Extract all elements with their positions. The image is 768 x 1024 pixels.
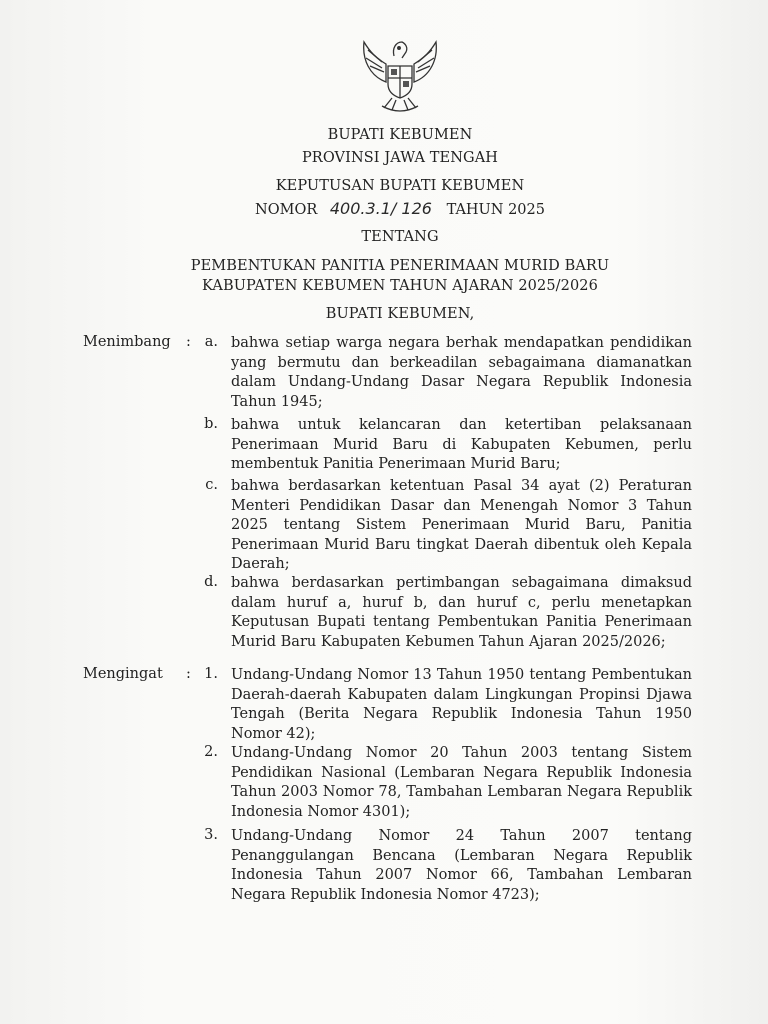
- decree-number: [150, 199, 650, 218]
- menimbang-marker-d: d.: [204, 574, 218, 590]
- subject-line-1: PEMBENTUKAN PANITIA PENERIMAAN MURID BARU: [190, 258, 610, 274]
- menimbang-item-a: bahwa setiap warga negara berhak mendapatkan pendidikan yang bermutu dan berkeadilan sebagaimana diamanatkan dalam Undang-Undang Dasar Negara Republik Indonesia Tahun 1945;: [231, 335, 692, 410]
- issuer-title: BUPATI KEBUMEN: [327, 127, 473, 143]
- menimbang-item-b: bahwa untuk kelancaran dan ketertiban pelaksanaan Penerimaan Murid Baru di Kabupaten Kebumen, perlu membentuk Panitia Penerimaan Murid Baru;: [231, 417, 692, 473]
- menimbang-label: Menimbang: [83, 334, 171, 350]
- mengingat-marker-1: 1.: [204, 666, 218, 682]
- menimbang-item-d: bahwa berdasarkan pertimbangan sebagaimana dimaksud dalam huruf a, huruf b, dan huruf c, perlu menetapkan Keputusan Bupati tentang Pembentukan Panitia Penerimaan Murid Baru Kabupaten Kebumen Tahun Ajaran 2025/2026;: [231, 575, 692, 650]
- subject-line-2: KABUPATEN KEBUMEN TAHUN AJARAN 2025/2026: [202, 278, 598, 294]
- menimbang-marker-c: c.: [205, 477, 218, 493]
- mengingat-item-1: Undang-Undang Nomor 13 Tahun 1950 tentang Pembentukan Daerah-daerah Kabupaten dalam Lingkungan Propinsi Djawa Tengah (Berita Negara Republik Indonesia Tahun 1950 Nomor 42);: [231, 667, 692, 742]
- garuda-emblem-icon: [356, 36, 444, 116]
- mengingat-item-2: Undang-Undang Nomor 20 Tahun 2003 tentang Sistem Pendidikan Nasional (Lembaran Negara Republik Indonesia Tahun 2003 Nomor 78, Tambahan Lembaran Negara Republik Indonesia Nomor 4301);: [231, 745, 692, 820]
- mengingat-label: Mengingat: [83, 666, 163, 682]
- issuer-name: BUPATI KEBUMEN,: [325, 306, 475, 322]
- mengingat-marker-3: 3.: [204, 827, 218, 843]
- mengingat-item-3: Undang-Undang Nomor 24 Tahun 2007 tentang Penanggulangan Bencana (Lembaran Negara Republik Indonesia Tahun 2007 Nomor 66, Tambahan Lembaran Negara Republik Indonesia Nomor 4723);: [231, 828, 692, 903]
- tentang-heading: TENTANG: [361, 229, 439, 245]
- menimbang-colon: :: [186, 334, 191, 350]
- mengingat-colon: :: [186, 666, 191, 682]
- mengingat-marker-2: 2.: [204, 744, 218, 760]
- province-title: PROVINSI JAWA TENGAH: [301, 150, 499, 166]
- menimbang-marker-a: a.: [204, 334, 218, 350]
- nomor-suffix: TAHUN 2025: [446, 202, 545, 218]
- decree-title: KEPUTUSAN BUPATI KEBUMEN: [275, 178, 525, 194]
- nomor-prefix: NOMOR: [255, 202, 318, 218]
- menimbang-item-c: bahwa berdasarkan ketentuan Pasal 34 ayat (2) Peraturan Menteri Pendidikan Dasar dan Menengah Nomor 3 Tahun 2025 tentang Sistem Penerimaan Murid Baru, Panitia Penerimaan Murid Baru tingkat Daerah dibentuk oleh Kepala Daerah;: [231, 478, 692, 573]
- handwritten-number: 400.3.1/ 126: [329, 199, 432, 218]
- menimbang-marker-b: b.: [204, 416, 218, 432]
